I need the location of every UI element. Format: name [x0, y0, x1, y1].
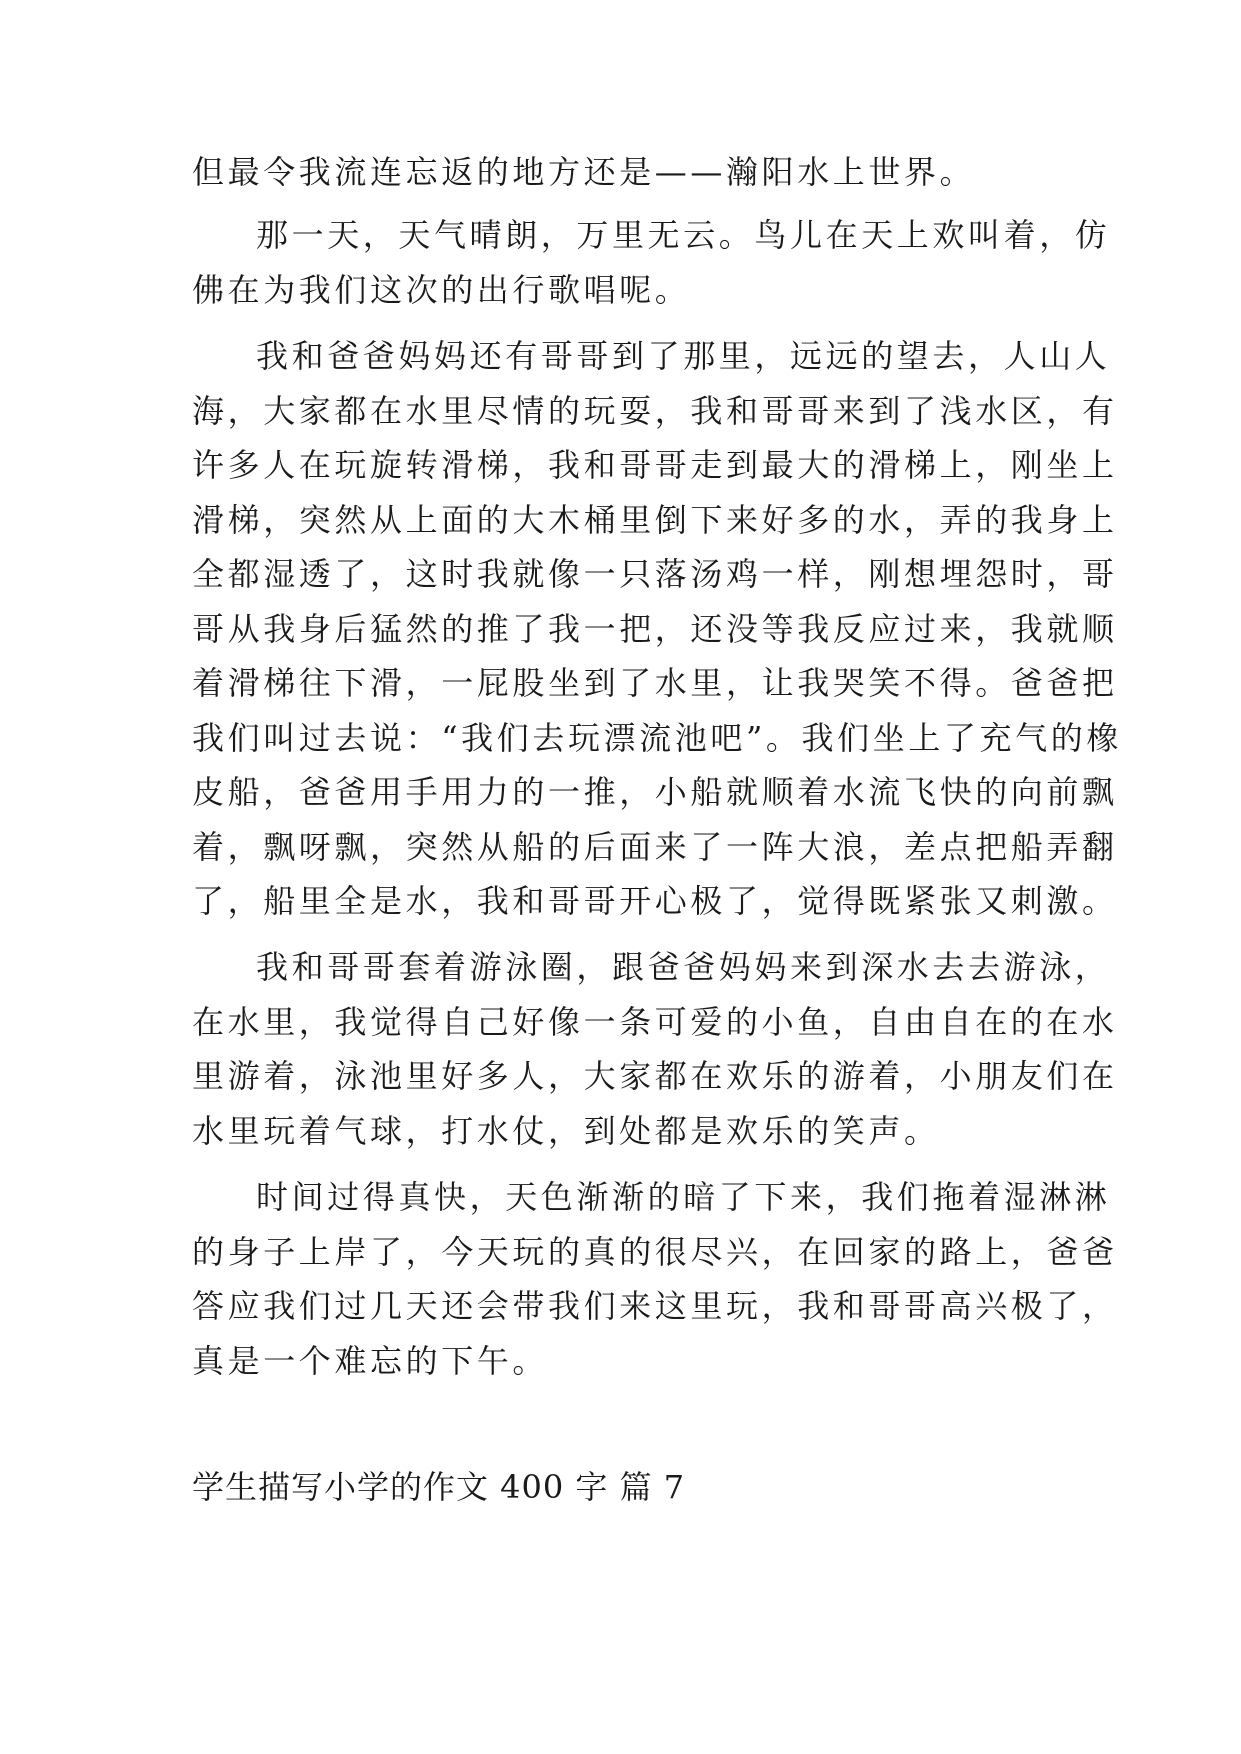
text-line: 的身子上岸了，今天玩的真的很尽兴，在回家的路上，爸爸 — [192, 1233, 1118, 1271]
text-line: 着，飘呀飘，突然从船的后面来了一阵大浪，差点把船弄翻 — [192, 828, 1118, 866]
text-line: 着滑梯往下滑，一屁股坐到了水里，让我哭笑不得。爸爸把 — [192, 664, 1118, 702]
text-line: 但最令我流连忘返的地方还是——瀚阳水上世界。 — [192, 153, 976, 191]
text-line: 哥从我身后猛然的推了我一把，还没等我反应过来，我就顺 — [192, 610, 1118, 648]
paragraph-first-line: 时间过得真快，天色渐渐的暗了下来，我们拖着湿淋淋 — [256, 1178, 1111, 1216]
text-line: 全都湿透了，这时我就像一只落汤鸡一样，刚想埋怨时，哥 — [192, 555, 1118, 593]
text-line: 皮船，爸爸用手用力的一推，小船就顺着水流飞快的向前飘 — [192, 773, 1118, 811]
text-line: 里游着，泳池里好多人，大家都在欢乐的游着，小朋友们在 — [192, 1057, 1118, 1095]
text-line: 真是一个难忘的下午。 — [192, 1342, 549, 1380]
paragraph-first-line: 那一天，天气晴朗，万里无云。鸟儿在天上欢叫着，仿 — [256, 216, 1111, 254]
section-heading: 学生描写小学的作文 400 字 篇 7 — [192, 1468, 686, 1506]
paragraph-first-line: 我和爸爸妈妈还有哥哥到了那里，远远的望去，人山人 — [256, 337, 1111, 375]
text-line: 许多人在玩旋转滑梯，我和哥哥走到最大的滑梯上，刚坐上 — [192, 446, 1118, 484]
text-line: 在水里，我觉得自己好像一条可爱的小鱼，自由自在的在水 — [192, 1003, 1118, 1041]
text-line: 海，大家都在水里尽情的玩耍，我和哥哥来到了浅水区，有 — [192, 392, 1118, 430]
text-line: 了，船里全是水，我和哥哥开心极了，觉得既紧张又刺激。 — [192, 882, 1118, 920]
text-line: 答应我们过几天还会带我们来这里玩，我和哥哥高兴极了， — [192, 1287, 1118, 1325]
text-line: 我们叫过去说：“我们去玩漂流池吧”。我们坐上了充气的橡 — [192, 719, 1122, 757]
text-line: 佛在为我们这次的出行歌唱呢。 — [192, 271, 691, 309]
paragraph-first-line: 我和哥哥套着游泳圈，跟爸爸妈妈来到深水去去游泳， — [256, 948, 1111, 986]
text-line: 滑梯，突然从上面的大木桶里倒下来好多的水，弄的我身上 — [192, 501, 1118, 539]
text-line: 水里玩着气球，打水仗，到处都是欢乐的笑声。 — [192, 1112, 940, 1150]
